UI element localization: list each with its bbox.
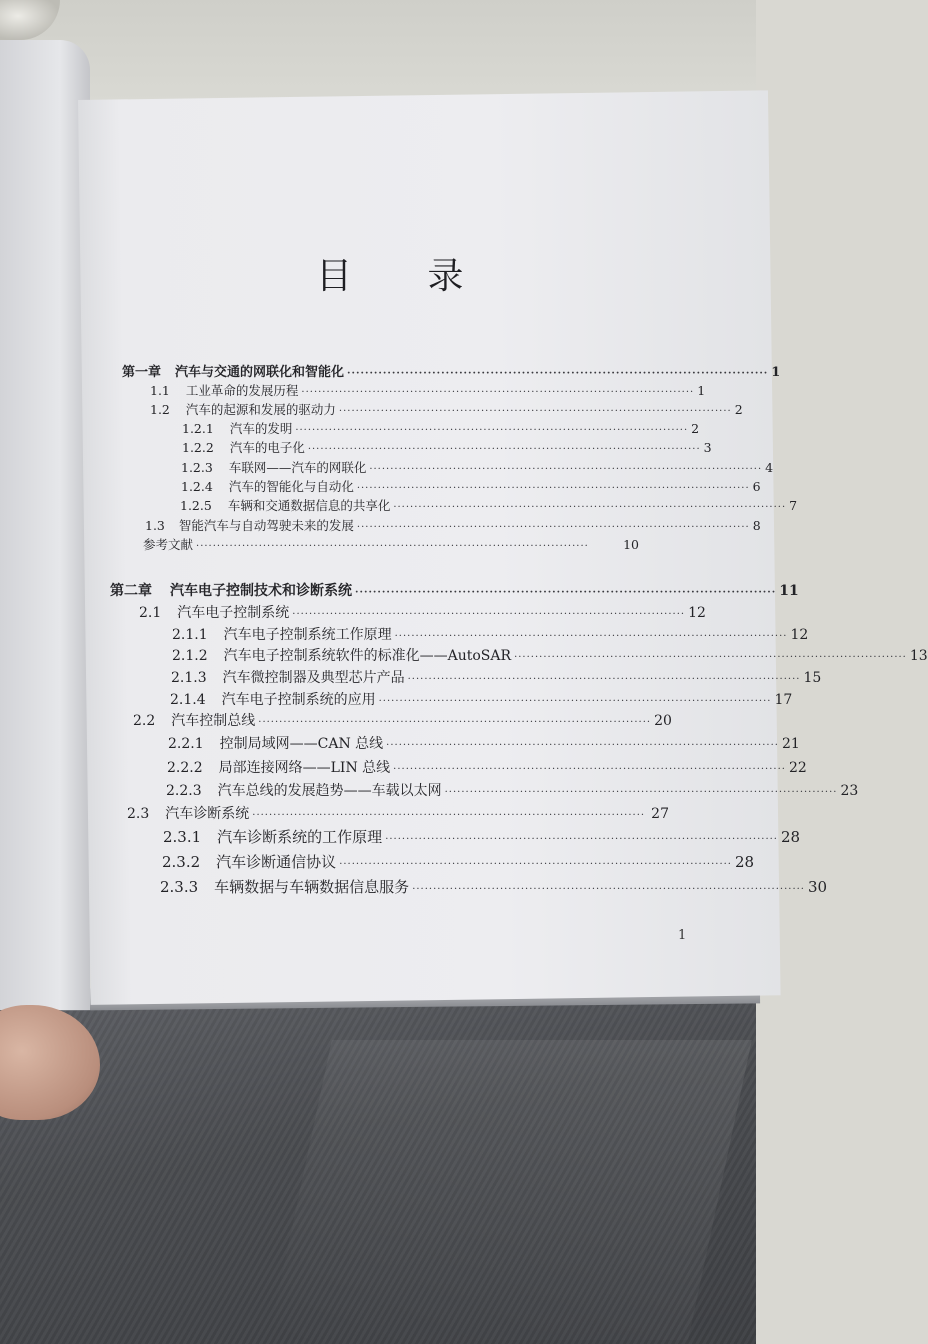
toc-entry: 1.2.5 车辆和交通数据信息的共享化 ······························································································ 7 xyxy=(180,498,798,513)
toc-entry: 2.2.2 局部连接网络——LIN 总线 ······························································································ 22 xyxy=(167,760,807,776)
toc-title: 目 录 xyxy=(316,256,496,297)
toc-entry: 2.1 汽车电子控制系统 ······························································································ 12 xyxy=(139,605,706,621)
toc-entry: 2.1.2 汽车电子控制系统软件的标准化——AutoSAR ······························································································ 13 xyxy=(172,648,928,664)
toc-entry: 2.2.1 控制局域网——CAN 总线 ······························································································ 21 xyxy=(168,736,800,752)
toc-entry: 1.2 汽车的起源和发展的驱动力 ······························································································ 2 xyxy=(150,402,743,417)
toc-entry: 2.3.1 汽车诊断系统的工作原理 ······························································································ 28 xyxy=(163,828,801,846)
toc-chapter-1: 第一章 汽车与交通的网联化和智能化 ······························································································ 1 xyxy=(122,365,781,380)
toc-entry: 1.2.1 汽车的发明 ······························································································ 2 xyxy=(182,421,700,436)
left-page-curl xyxy=(0,40,90,1010)
toc-entry: 2.3.2 汽车诊断通信协议 ······························································································ 28 xyxy=(162,853,755,871)
toc-entry: 1.2.2 汽车的电子化 ······························································································ 3 xyxy=(182,440,712,455)
toc-entry: 2.1.4 汽车电子控制系统的应用 ······························································································ 17 xyxy=(170,692,793,708)
toc-entry: 1.2.3 车联网——汽车的网联化 ······························································································ 4 xyxy=(181,460,774,475)
toc-entry: 2.3.3 车辆数据与车辆数据信息服务 ······························································································ 30 xyxy=(160,878,828,896)
toc-entry: 2.1.3 汽车微控制器及典型芯片产品 ······························································································ 15 xyxy=(171,670,822,686)
toc-chapter-2: 第二章 汽车电子控制技术和诊断系统 ······························································································ 11 xyxy=(110,583,799,599)
toc-entry: 1.3 智能汽车与自动驾驶未来的发展 ······························································································ 8 xyxy=(145,518,761,533)
page-number: 1 xyxy=(678,928,687,943)
jeans-fold xyxy=(268,1040,752,1340)
toc-entry: 2.2 汽车控制总线 ······························································································ 20 xyxy=(133,713,672,729)
toc-entry: 2.1.1 汽车电子控制系统工作原理 ······························································································ 12 xyxy=(172,627,809,643)
toc-entry: 2.2.3 汽车总线的发展趋势——车载以太网 ······························································································ 23 xyxy=(166,783,859,799)
toc-entry: 1.1 工业革命的发展历程 ······························································································ 1 xyxy=(150,383,706,398)
toc-entry: 1.2.4 汽车的智能化与自动化 ······························································································ 6 xyxy=(181,479,761,494)
toc-entry: 参考文献 ······························································································ 10 xyxy=(143,537,639,552)
toc-entry: 2.3 汽车诊断系统 ······························································································ 27 xyxy=(127,806,669,822)
